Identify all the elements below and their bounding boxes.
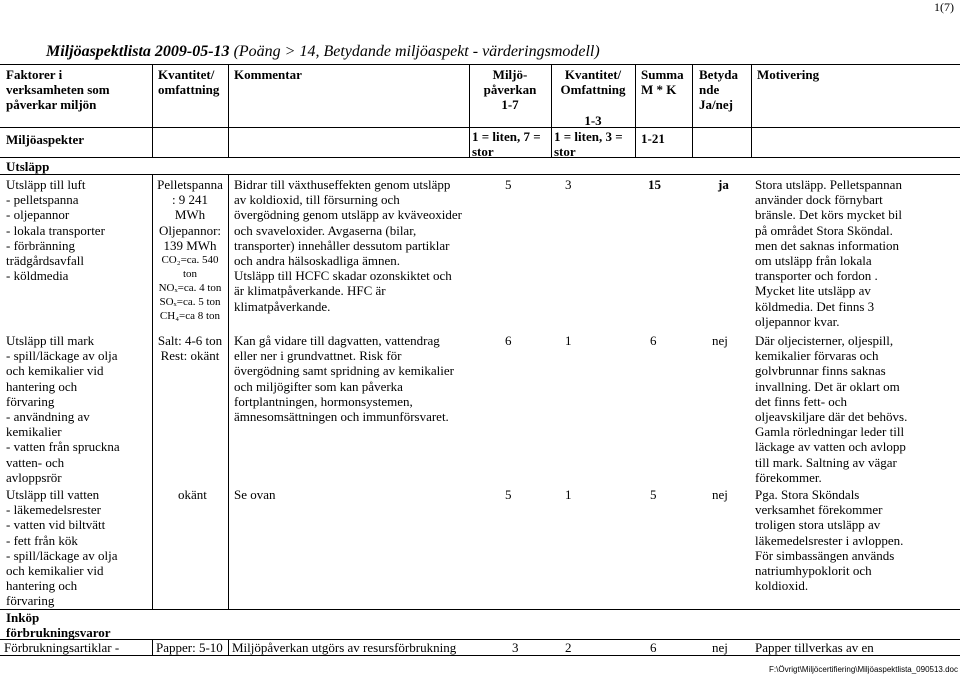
header-quantity-scale-desc: 1 = liten, 3 = stor (554, 129, 623, 160)
row1-significant: ja (718, 177, 729, 192)
header-quantity: Kvantitet/ omfattning (158, 67, 220, 98)
header-factors: Faktorer i verksamheten som påverkar miljön (6, 67, 110, 113)
row1-factor: Utsläpp till luft - pelletspanna - oljepannor - lokala transporter - förbränning trädgårdsavfall - köldmedia (6, 177, 105, 284)
row4-comment: Miljöpåverkan utgörs av resursförbrukning (232, 640, 457, 655)
row2-quantity: Salt: 4-6 ton Rest: okänt (157, 333, 223, 364)
section-emissions: Utsläpp (6, 159, 50, 174)
row4-motivation: Papper tillverkas av en (755, 640, 874, 655)
row2-motivation: Där oljecisterner, oljespill, kemikalier förvaras och golvbrunnar finns saknas invallning. Det är oklart om det finns fett- och oljeavskiljare där det behövs. Gamla rörledningar leder till läckage av vatten och avlopp till mark. Saltning av vägar förekommer. (755, 333, 908, 485)
row1-impact: 5 (505, 177, 512, 192)
row4-quantity-score: 2 (565, 640, 572, 655)
row2-factor: Utsläpp till mark - spill/läckage av olja och kemikalier vid hantering och förvaring - användning av kemikalier - vatten från spruckna vatten- och avloppsrör (6, 333, 120, 485)
row3-sum: 5 (650, 487, 657, 502)
row3-quantity: okänt (178, 487, 207, 502)
header-motivation: Motivering (757, 67, 820, 82)
row3-impact: 5 (505, 487, 512, 502)
footer-file-path: F:\Övrigt\Miljöcertifiering\Miljöaspektlista_090513.doc (769, 665, 958, 674)
header-environmental-aspects: Miljöaspekter (6, 132, 84, 147)
title-main: Miljöaspektlista 2009-05-13 (46, 43, 230, 60)
row1-comment: Bidrar till växthuseffekten genom utsläpp av koldioxid, till försurning och övergödning genom utsläpp av kväveoxider och svaveloxider. Avgaserna (bilar, transporter) innehåller dessutom partiklar och andra hälsoskadliga ämnen. Utsläpp till HCFC skadar ozonskiktet och är klimatpåverkande. HFC är klimatpåverkande. (234, 177, 462, 314)
row3-significant: nej (712, 487, 728, 502)
row3-comment: Se ovan (234, 487, 276, 502)
row1-quantity: Pelletspanna : 9 241 MWh Oljepannor: 139 MWh (157, 177, 223, 253)
row4-sum: 6 (650, 640, 657, 655)
row3-factor: Utsläpp till vatten - läkemedelsrester - vatten vid biltvätt - fett från kök - spill/läckage av olja och kemikalier vid hantering och förvaring (6, 487, 118, 609)
row3-motivation: Pga. Stora Sköndals verksamhet förekommer troligen stora utsläpp av läkemedelsrester i avloppen. För simbassängen används natriumhypoklorit och koldioxid. (755, 487, 904, 594)
row2-comment: Kan gå vidare till dagvatten, vattendrag eller ner i grundvattnet. Risk för övergödning samt spridning av kemikalier och miljögifter som kan påverka fortplantningen, hormonsystemen, ämnesomsättningen och immunförsvaret. (234, 333, 454, 425)
header-sum-range: 1-21 (641, 131, 665, 146)
header-comment: Kommentar (234, 67, 302, 82)
header-impact-scale: 1 = liten, 7 = stor (472, 129, 541, 160)
row4-impact: 3 (512, 640, 519, 655)
row2-sum: 6 (650, 333, 657, 348)
row3-quantity-score: 1 (565, 487, 572, 502)
row2-significant: nej (712, 333, 728, 348)
row2-quantity-score: 1 (565, 333, 572, 348)
header-environmental-impact: Miljö- påverkan 1-7 (483, 67, 537, 113)
header-quantity-scale: Kvantitet/ Omfattning (560, 67, 626, 98)
section-purchases: Inköp förbrukningsvaror (6, 610, 111, 641)
header-quantity-range: 1-3 (584, 113, 602, 128)
row2-impact: 6 (505, 333, 512, 348)
row4-quantity: Papper: 5-10 (156, 640, 223, 655)
row4-factor: Förbrukningsartiklar - (4, 640, 120, 655)
header-significant: Betyda nde Ja/nej (699, 67, 738, 113)
row1-quantity-details: CO₂=ca. 540 ton NOₓ=ca. 4 ton SOₓ=ca. 5 ton CH₄=ca 8 ton (158, 254, 222, 322)
header-sum: Summa M * K (641, 67, 684, 98)
row1-motivation: Stora utsläpp. Pelletspannan använder dock förnybart bränsle. Det körs mycket bil på området Stora Sköndal. men det saknas information om utsläpp från lokala transporter och fordon . Mycket lite utsläpp av köldmedia. Det finns 3 oljepannor kvar. (755, 177, 902, 329)
row1-quantity-score: 3 (565, 177, 572, 192)
page-number: 1(7) (934, 0, 954, 14)
page-title (46, 43, 600, 61)
row1-sum: 15 (648, 177, 661, 192)
title-sub: (Poäng > 14, Betydande miljöaspekt - värderingsmodell) (229, 43, 600, 60)
row4-significant: nej (712, 640, 728, 655)
